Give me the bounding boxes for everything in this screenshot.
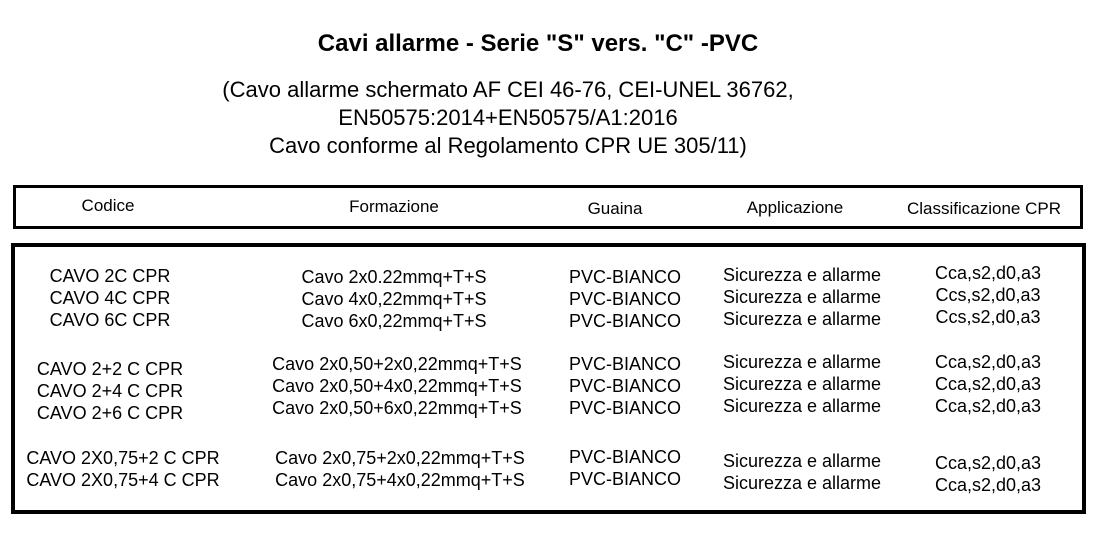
group-2-codice	[37, 358, 183, 424]
table-cell: Sicurezza e allarme	[722, 265, 882, 285]
table-cell: Cca,s2,d0,a3	[934, 374, 1042, 394]
group-1-formazione	[301, 266, 486, 332]
group-1-classificazione	[935, 262, 1041, 328]
table-cell: CAVO 4C CPR	[49, 288, 171, 308]
table-cell: Ccs,s2,d0,a3	[935, 307, 1041, 327]
table-cell: Sicurezza e allarme	[722, 451, 882, 471]
group-1-codice	[50, 265, 171, 331]
table-cell: Sicurezza e allarme	[722, 309, 882, 329]
page-subtitle	[0, 76, 1016, 160]
table-cell: Sicurezza e allarme	[722, 473, 882, 493]
table-cell: Sicurezza e allarme	[722, 396, 882, 416]
group-3-formazione	[275, 447, 525, 491]
table-cell: CAVO 2+2 C CPR	[36, 359, 184, 379]
table-cell: Sicurezza e allarme	[722, 287, 882, 307]
table-cell: Sicurezza e allarme	[722, 374, 882, 394]
subtitle-line-1: (Cavo allarme schermato AF CEI 46-76, CEI-UNEL 36762,	[222, 77, 794, 102]
group-2-classificazione	[935, 351, 1041, 417]
header-codice: Codice	[81, 196, 135, 215]
table-cell: Cca,s2,d0,a3	[934, 263, 1042, 283]
group-2-guaina	[569, 353, 681, 419]
subtitle-line-2: EN50575:2014+EN50575/A1:2016	[338, 105, 678, 130]
table-cell: Cca,s2,d0,a3	[934, 475, 1042, 495]
page-title: Cavi allarme - Serie "S" vers. "C" -PVC	[317, 30, 759, 57]
table-cell: Cavo 4x0,22mmq+T+S	[301, 289, 487, 309]
table-cell: PVC-BIANCO	[568, 311, 682, 331]
group-3-classificazione	[935, 452, 1041, 496]
group-2-applicazione	[723, 351, 881, 417]
table-cell: PVC-BIANCO	[568, 469, 682, 489]
table-cell: PVC-BIANCO	[568, 354, 682, 374]
table-cell: PVC-BIANCO	[568, 398, 682, 418]
table-cell: Cavo 2x0.22mmq+T+S	[301, 267, 487, 287]
table-cell: Cca,s2,d0,a3	[934, 396, 1042, 416]
table-cell: CAVO 2+4 C CPR	[36, 381, 184, 401]
table-cell: PVC-BIANCO	[568, 376, 682, 396]
table-cell: PVC-BIANCO	[568, 267, 682, 287]
table-cell: Cca,s2,d0,a3	[934, 453, 1042, 473]
header-classificazione: Classificazione CPR	[907, 199, 1061, 218]
table-body	[11, 243, 1086, 514]
table-cell: Cavo 2x0,75+4x0,22mmq+T+S	[275, 470, 525, 490]
group-3-applicazione	[723, 450, 881, 494]
table-cell: Ccs,s2,d0,a3	[935, 285, 1041, 305]
group-1-applicazione	[723, 264, 881, 330]
header-guaina: Guaina	[587, 199, 643, 218]
group-3-guaina	[569, 446, 681, 490]
header-formazione: Formazione	[349, 197, 439, 216]
table-cell: CAVO 6C CPR	[49, 310, 171, 330]
table-cell: Sicurezza e allarme	[722, 352, 882, 372]
table-cell: PVC-BIANCO	[568, 289, 682, 309]
table-cell: Cavo 2x0,50+4x0,22mmq+T+S	[272, 376, 522, 396]
table-cell: Cavo 6x0,22mmq+T+S	[301, 311, 487, 331]
table-cell: CAVO 2C CPR	[49, 266, 171, 286]
header-applicazione: Applicazione	[746, 198, 844, 217]
table-cell: Cca,s2,d0,a3	[934, 352, 1042, 372]
table-cell: Cavo 2x0,75+2x0,22mmq+T+S	[275, 448, 525, 468]
group-3-codice	[26, 447, 219, 491]
table-cell: Cavo 2x0,50+6x0,22mmq+T+S	[272, 398, 522, 418]
table-cell: CAVO 2+6 C CPR	[36, 403, 184, 423]
table-cell: CAVO 2X0,75+2 C CPR	[26, 448, 220, 468]
table-header	[13, 185, 1083, 229]
group-2-formazione	[272, 353, 522, 419]
table-cell: PVC-BIANCO	[568, 447, 682, 467]
table-cell: CAVO 2X0,75+4 C CPR	[26, 470, 220, 490]
group-1-guaina	[569, 266, 681, 332]
table-cell: Cavo 2x0,50+2x0,22mmq+T+S	[272, 354, 522, 374]
subtitle-line-3: Cavo conforme al Regolamento CPR UE 305/11)	[269, 133, 747, 158]
